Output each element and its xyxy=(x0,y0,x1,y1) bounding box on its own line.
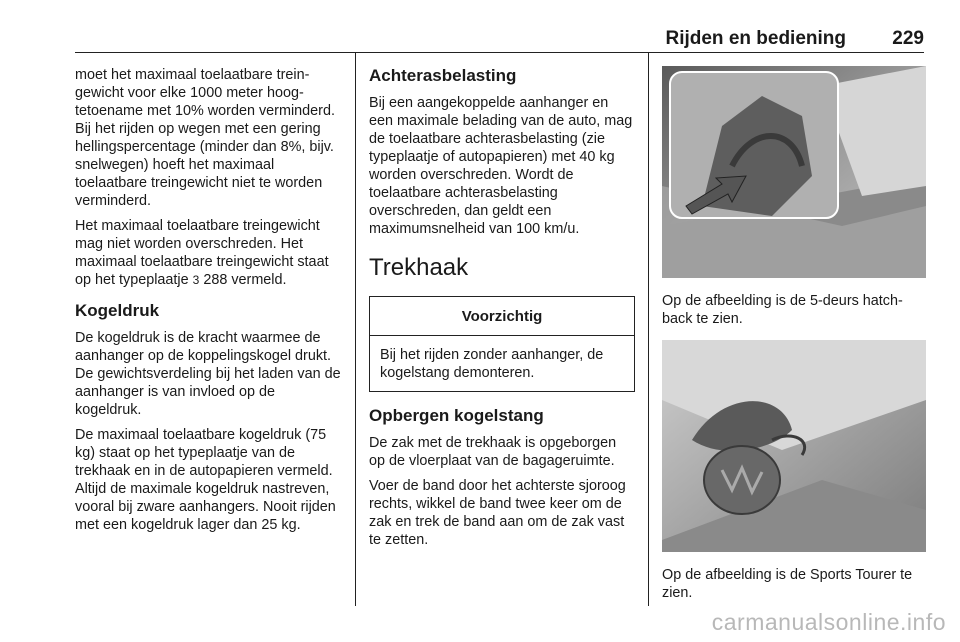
hatchback-trunk-illustration xyxy=(662,66,926,278)
column-3 xyxy=(662,66,926,609)
section-heading-kogeldruk: Kogeldruk xyxy=(75,301,160,320)
page-number: 229 xyxy=(892,28,924,49)
paragraph: moet het maximaal toelaatbare treingewicht voor elke 1000 meter hoogtetoename met 10% worden verminderd. Bij het rijden op wegen met een gering hellingspercentage (minder dan 8%, bijv. snelwegen) hoeft het maximaal toelaatbare treingewicht niet te worden verminderd. xyxy=(75,67,335,209)
column-1 xyxy=(75,66,345,541)
caution-text: Bij het rijden zonder aanhanger, de kogelstang demonteren. xyxy=(380,347,604,381)
paragraph: Voer de band door het achterste sjoroog rechts, wikkel de band twee keer om de zak en trek de band aan om de zak vast te zetten. xyxy=(369,478,626,548)
caution-box xyxy=(369,296,635,392)
paragraph: De zak met de trekhaak is opgeborgen op de vloerplaat van de bagageruimte. xyxy=(369,435,617,469)
header-title: Rijden en bediening xyxy=(665,28,846,49)
column-2 xyxy=(369,66,635,556)
chapter-title-trekhaak: Trekhaak xyxy=(369,254,469,281)
paragraph-text: Het maximaal toelaatbare treingewicht mag niet worden overschreden. Het maximaal toelaatbare treingewicht staat op het typeplaatje xyxy=(75,218,329,288)
paragraph: Bij een aangekoppelde aanhanger en een maximale belading van de auto, mag de toelaatbare achterasbelasting (zie typeplaatje of autopapieren) met 40 kg worden overschreden. Wordt de toelaatbare achterasbelasting overschreden, dan geldt een maximumsnelheid van 100 km/u. xyxy=(369,95,633,237)
section-heading-achterasbelasting: Achterasbelasting xyxy=(369,66,517,85)
column-divider-2 xyxy=(648,52,649,606)
reference-arrow-icon: 3 xyxy=(192,273,200,287)
column-divider-1 xyxy=(355,52,356,606)
figure-caption-sports-tourer: Op de afbeelding is de Sports Tourer te zien. xyxy=(662,567,913,601)
header-rule xyxy=(75,52,924,53)
caution-title: Voorzichtig xyxy=(370,297,634,336)
page-reference-link[interactable]: 288 xyxy=(203,272,228,288)
sports-tourer-trunk-illustration xyxy=(662,340,926,552)
paragraph: De maximaal toelaatbare kogeldruk (75 kg) staat op het typeplaatje van de trekhaak en in de autopapieren vermeld. Altijd de maximale kogeldruk nastreven, vooral bij zware aanhangers. Nooit rijden met een kogeldruk lager dan 25 kg. xyxy=(75,427,336,533)
figure-caption-hatchback: Op de afbeelding is de 5-deurs hatchback te zien. xyxy=(662,293,903,327)
paragraph xyxy=(75,217,345,289)
watermark: carmanualsonline.info xyxy=(711,609,946,635)
paragraph: De kogeldruk is de kracht waarmee de aanhanger op de koppelingskogel drukt. De gewichtsverdeling bij het laden van de aanhanger is van invloed op de kogeldruk. xyxy=(75,330,341,418)
paragraph-text: vermeld. xyxy=(231,272,287,288)
section-heading-opbergen-kogelstang: Opbergen kogelstang xyxy=(369,406,544,425)
page-header xyxy=(75,22,924,52)
